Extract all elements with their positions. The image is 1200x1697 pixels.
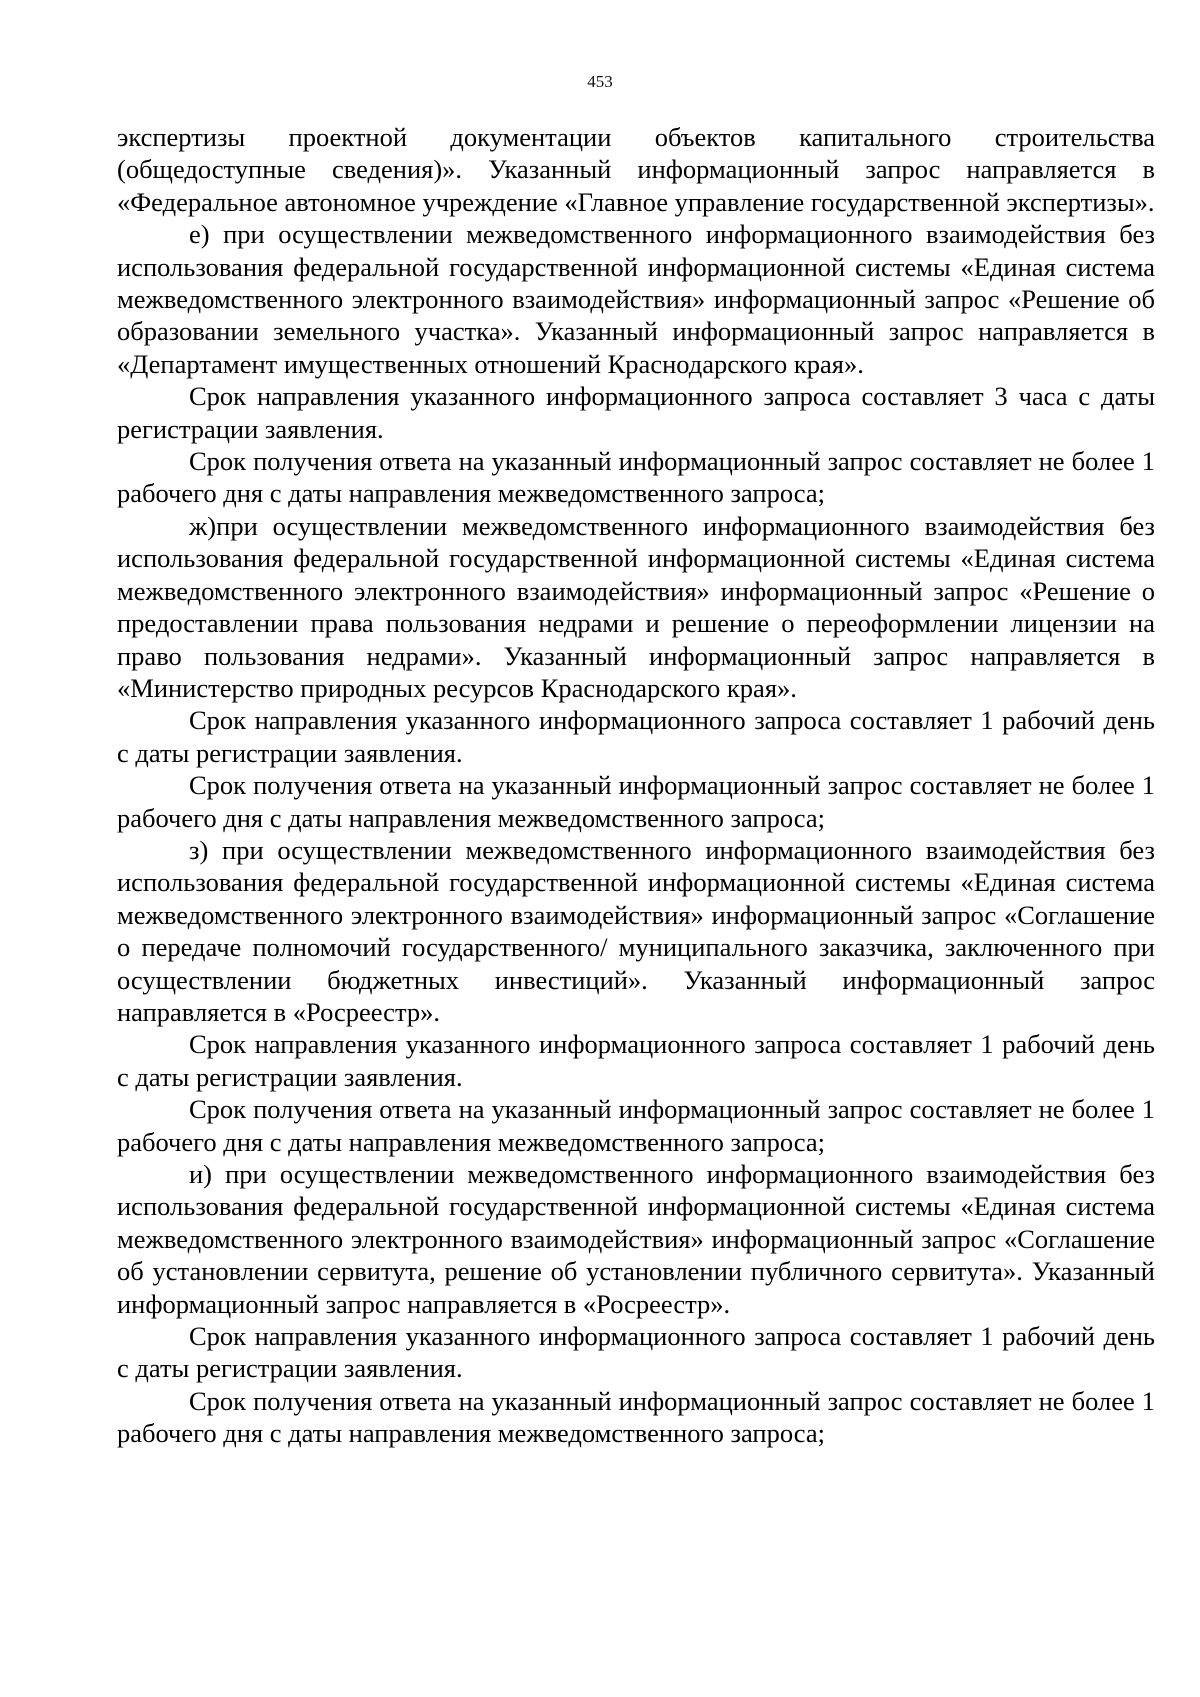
- document-body: [117, 121, 1155, 1450]
- paragraph-response-term: Срок получения ответа на указанный информационный запрос составляет не более 1 рабочего дня с даты направления межведомственного запроса;: [117, 1094, 1155, 1157]
- paragraph-item-z: з) при осуществлении межведомственного информационного взаимодействия без использования федеральной государственной информационной системы «Единая система межведомственного электронного взаимодействия» информационный запрос «Соглашение о передаче полномочий государственного/ муниципального заказчика, заключенного при осуществлении бюджетных инвестиций». Указанный информационный запрос направляется в «Росреестр».: [117, 834, 1155, 1027]
- paragraph-item-zh: ж)при осуществлении межведомственного информационного взаимодействия без использования федеральной государственной информационной системы «Единая система межведомственного электронного взаимодействия» информационный запрос «Решение о предоставлении права пользования недрами и решение о переоформлении лицензии на право пользования недрами». Указанный информационный запрос направляется в «Министерство природных ресурсов Краснодарского края».: [117, 510, 1155, 703]
- paragraph-send-term: Срок направления указанного информационного запроса составляет 1 рабочий день с даты регистрации заявления.: [117, 1321, 1155, 1384]
- paragraph-continuation: экспертизы проектной документации объектов капитального строительства (общедоступные сведения)». Указанный информационный запрос направляется в «Федеральное автономное учреждение «Главное управление государственной экспертизы».: [117, 122, 1155, 217]
- page-number: 453: [587, 72, 613, 91]
- paragraph-response-term: Срок получения ответа на указанный информационный запрос составляет не более 1 рабочего дня с даты направления межведомственного запроса;: [117, 446, 1155, 509]
- paragraph-item-e: е) при осуществлении межведомственного информационного взаимодействия без использования федеральной государственной информационной системы «Единая система межведомственного электронного взаимодействия» информационный запрос «Решение об образовании земельного участка». Указанный информационный запрос направляется в «Департамент имущественных отношений Краснодарского края».: [117, 219, 1155, 379]
- paragraph-send-term: Срок направления указанного информационного запроса составляет 1 рабочий день с даты регистрации заявления.: [117, 1029, 1155, 1092]
- paragraph-send-term: Срок направления указанного информационного запроса составляет 3 часа с даты регистрации заявления.: [117, 381, 1155, 444]
- paragraph-response-term: Срок получения ответа на указанный информационный запрос составляет не более 1 рабочего дня с даты направления межведомственного запроса;: [117, 1385, 1155, 1449]
- paragraph-response-term: Срок получения ответа на указанный информационный запрос составляет не более 1 рабочего дня с даты направления межведомственного запроса;: [117, 770, 1155, 833]
- paragraph-item-i: и) при осуществлении межведомственного информационного взаимодействия без использования федеральной государственной информационной системы «Единая система межведомственного электронного взаимодействия» информационный запрос «Соглашение об установлении сервитута, решение об установлении публичного сервитута». Указанный информационный запрос направляется в «Росреестр».: [117, 1159, 1155, 1319]
- paragraph-send-term: Срок направления указанного информационного запроса составляет 1 рабочий день с даты регистрации заявления.: [117, 705, 1155, 768]
